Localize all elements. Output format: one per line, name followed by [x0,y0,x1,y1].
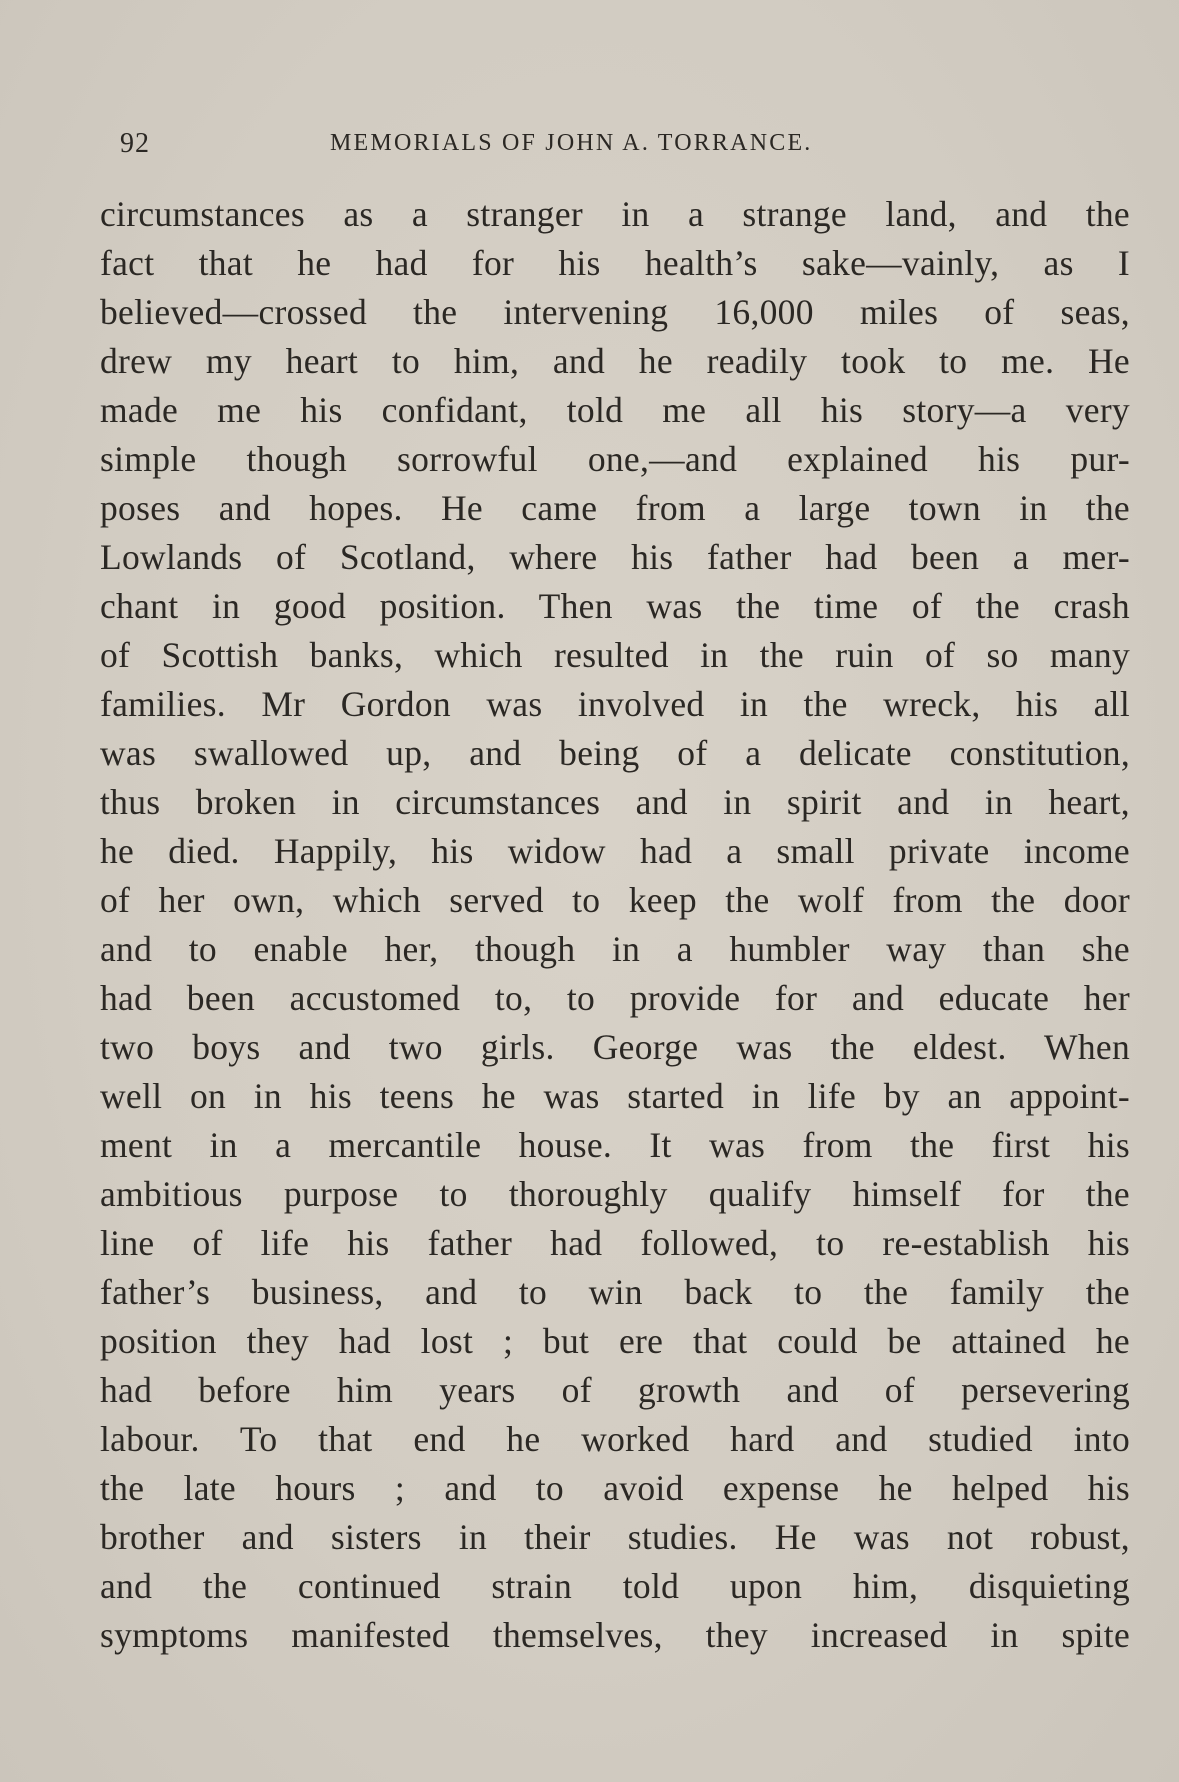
text-line: made me his confidant, told me all his story—a very [100,390,1130,430]
text-line: was swallowed up, and being of a delicate constitution, [100,733,1130,773]
text-line: the late hours ; and to avoid expense he helped his [100,1468,1130,1508]
text-line: circumstances as a stranger in a strange land, and the [100,194,1130,234]
text-line: ambitious purpose to thoroughly qualify himself for the [100,1174,1130,1214]
text-line: believed—crossed the intervening 16,000 miles of seas, [100,292,1130,332]
text-line: brother and sisters in their studies. He was not robust, [100,1517,1130,1557]
text-line: poses and hopes. He came from a large town in the [100,488,1130,528]
text-line: had before him years of growth and of persevering [100,1370,1130,1410]
text-line: of her own, which served to keep the wolf from the door [100,880,1130,920]
text-line: well on in his teens he was started in life by an appoint- [100,1076,1130,1116]
text-line: thus broken in circumstances and in spirit and in heart, [100,782,1130,822]
text-line: and the continued strain told upon him, disquieting [100,1566,1130,1606]
text-line: Lowlands of Scotland, where his father had been a mer- [100,537,1130,577]
text-line: simple though sorrowful one,—and explained his pur- [100,439,1130,479]
text-line: symptoms manifested themselves, they increased in spite [100,1615,1130,1655]
page-number: 92 [120,128,150,159]
text-line: fact that he had for his health’s sake—vainly, as I [100,243,1130,283]
text-line: ment in a mercantile house. It was from the first his [100,1125,1130,1165]
text-line: and to enable her, though in a humbler way than she [100,929,1130,969]
text-line: of Scottish banks, which resulted in the ruin of so many [100,635,1130,675]
text-line: line of life his father had followed, to re-establish his [100,1223,1130,1263]
text-line: had been accustomed to, to provide for and educate her [100,978,1130,1018]
body-text [100,190,1130,1660]
text-line: families. Mr Gordon was involved in the wreck, his all [100,684,1130,724]
text-line: father’s business, and to win back to the family the [100,1272,1130,1312]
text-line: two boys and two girls. George was the eldest. When [100,1027,1130,1067]
text-line: drew my heart to him, and he readily took to me. He [100,341,1130,381]
text-line: labour. To that end he worked hard and studied into [100,1419,1130,1459]
running-title: MEMORIALS OF JOHN A. TORRANCE. [330,130,813,156]
page-header [120,128,1030,168]
text-line: he died. Happily, his widow had a small private income [100,831,1130,871]
text-line: chant in good position. Then was the time of the crash [100,586,1130,626]
text-line: position they had lost ; but ere that could be attained he [100,1321,1130,1361]
